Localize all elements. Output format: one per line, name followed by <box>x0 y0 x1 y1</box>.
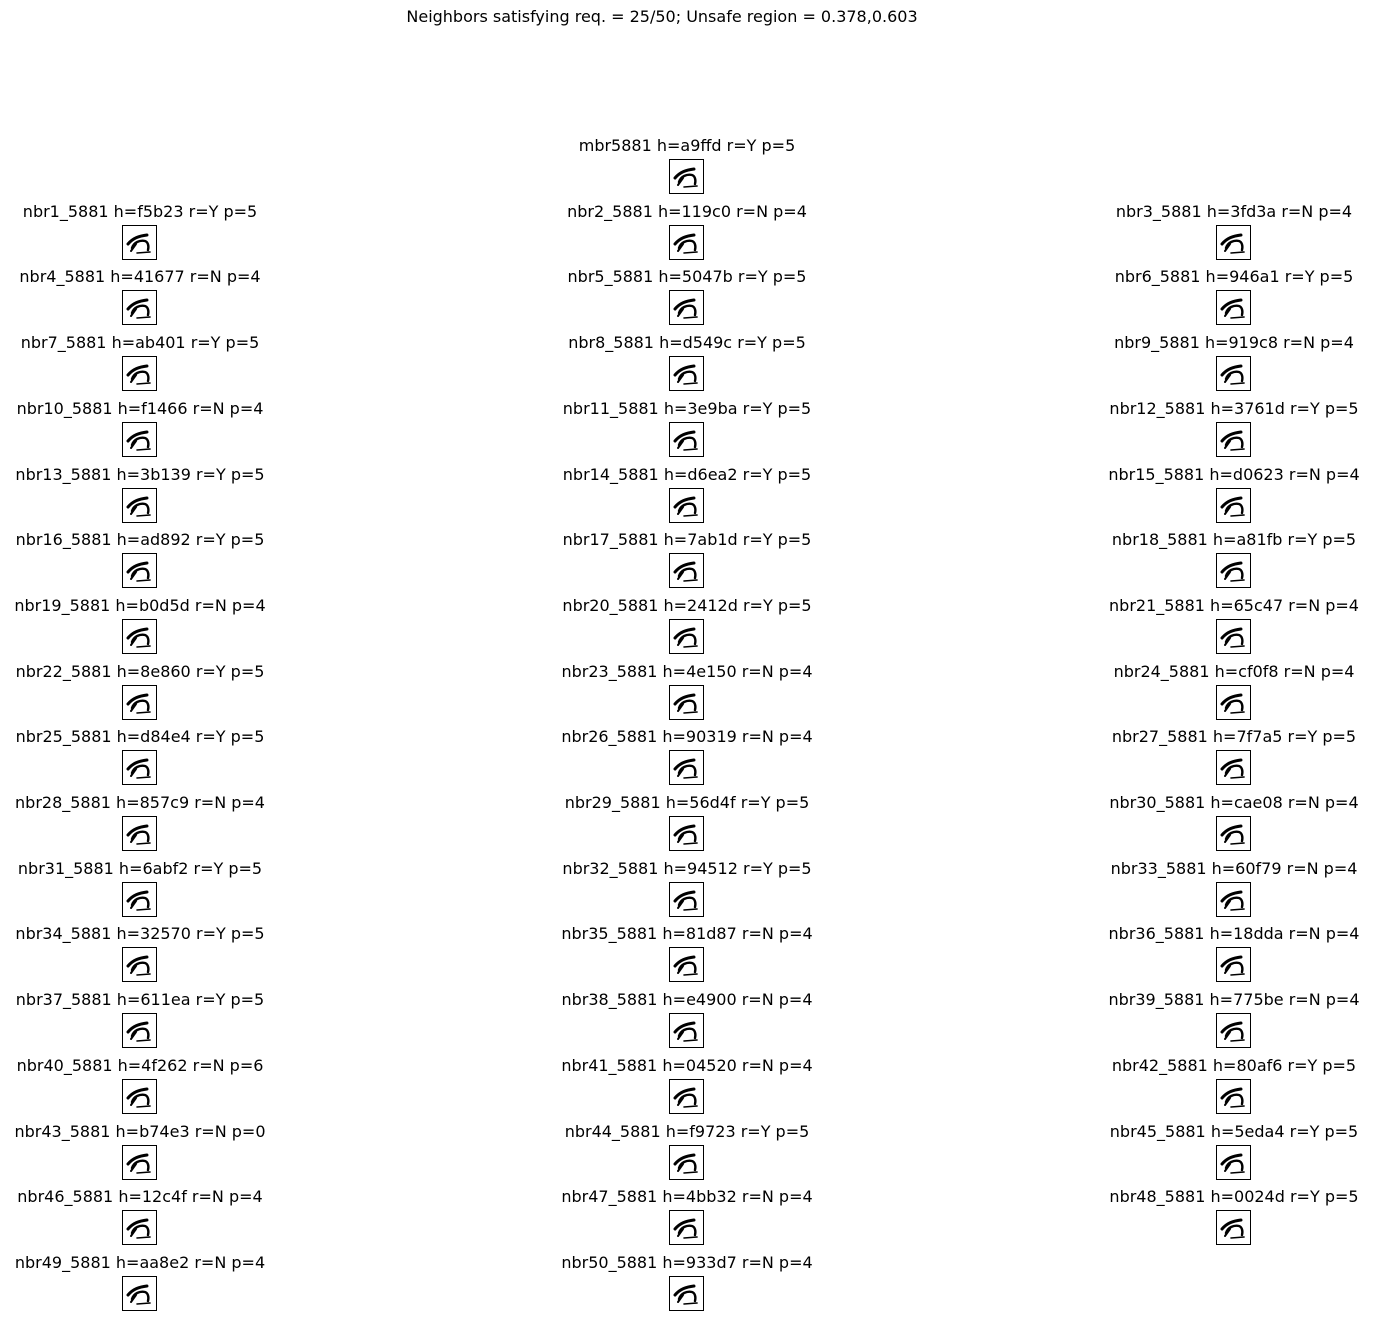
neighbor-sample-image <box>1216 225 1251 260</box>
digit-glyph <box>1217 1080 1250 1113</box>
digit-glyph <box>1217 489 1250 522</box>
neighbor-sample-image <box>669 553 704 588</box>
digit-glyph <box>123 948 156 981</box>
neighbor-sample-label: nbr20_5881 h=2412d r=Y p=5 <box>562 596 812 615</box>
neighbor-sample-label: nbr44_5881 h=f9723 r=Y p=5 <box>564 1122 810 1141</box>
neighbor-sample-label: nbr50_5881 h=933d7 r=N p=4 <box>561 1253 813 1272</box>
digit-glyph <box>1217 948 1250 981</box>
digit-glyph <box>670 226 703 259</box>
neighbor-sample <box>0 266 340 330</box>
neighbor-sample-label: nbr37_5881 h=611ea r=Y p=5 <box>15 990 265 1009</box>
neighbor-sample-image <box>1216 553 1251 588</box>
neighbor-sample-image <box>1216 947 1251 982</box>
neighbor-sample-image <box>669 1276 704 1311</box>
neighbor-sample-label: nbr6_5881 h=946a1 r=Y p=5 <box>1114 267 1354 286</box>
neighbor-sample-label: nbr8_5881 h=d549c r=Y p=5 <box>568 333 806 352</box>
digit-glyph <box>670 554 703 587</box>
neighbor-sample-image <box>669 685 704 720</box>
neighbor-sample-label: nbr47_5881 h=4bb32 r=N p=4 <box>561 1187 813 1206</box>
neighbor-sample-label: nbr22_5881 h=8e860 r=Y p=5 <box>15 662 265 681</box>
neighbor-sample <box>487 201 887 265</box>
neighbor-sample <box>1034 726 1374 790</box>
neighbor-sample-image <box>669 1079 704 1114</box>
neighbor-sample-label: nbr41_5881 h=04520 r=N p=4 <box>561 1056 813 1075</box>
neighbor-sample <box>1034 398 1374 462</box>
neighbor-sample <box>487 266 887 330</box>
main-sample <box>487 135 887 199</box>
digit-glyph <box>1217 357 1250 390</box>
neighbor-sample <box>0 792 340 856</box>
digit-glyph <box>1217 1146 1250 1179</box>
neighbor-sample <box>487 1055 887 1119</box>
neighbor-sample <box>0 858 340 922</box>
digit-glyph <box>123 1014 156 1047</box>
neighbor-sample-image <box>122 488 157 523</box>
neighbor-sample-image <box>1216 290 1251 325</box>
digit-glyph <box>670 1211 703 1244</box>
neighbor-sample <box>487 332 887 396</box>
digit-glyph <box>1217 817 1250 850</box>
neighbor-sample-image <box>669 750 704 785</box>
neighbor-sample-label: nbr31_5881 h=6abf2 r=Y p=5 <box>17 859 263 878</box>
digit-glyph <box>123 620 156 653</box>
digit-glyph <box>123 1146 156 1179</box>
neighbor-sample-image <box>122 422 157 457</box>
neighbor-sample <box>1034 332 1374 396</box>
neighbor-sample <box>487 1186 887 1250</box>
neighbor-sample-label: nbr42_5881 h=80af6 r=Y p=5 <box>1111 1056 1357 1075</box>
neighbor-sample <box>1034 1186 1374 1250</box>
neighbor-sample-image <box>1216 422 1251 457</box>
neighbor-sample-label: nbr16_5881 h=ad892 r=Y p=5 <box>15 530 265 549</box>
neighbor-sample-image <box>1216 750 1251 785</box>
neighbor-sample-label: nbr49_5881 h=aa8e2 r=N p=4 <box>14 1253 266 1272</box>
neighbor-sample-label: nbr43_5881 h=b74e3 r=N p=0 <box>14 1122 266 1141</box>
neighbor-sample-image <box>1216 1079 1251 1114</box>
neighbor-sample-image <box>122 1210 157 1245</box>
digit-glyph <box>670 160 703 193</box>
neighbor-sample <box>1034 1055 1374 1119</box>
digit-glyph <box>1217 620 1250 653</box>
neighbor-sample-label: nbr26_5881 h=90319 r=N p=4 <box>561 727 813 746</box>
digit-glyph <box>670 948 703 981</box>
neighbor-sample-label: nbr48_5881 h=0024d r=Y p=5 <box>1109 1187 1359 1206</box>
neighbor-sample <box>1034 201 1374 265</box>
neighbor-sample <box>0 464 340 528</box>
neighbor-sample-label: nbr9_5881 h=919c8 r=N p=4 <box>1114 333 1354 352</box>
neighbor-sample-image <box>1216 882 1251 917</box>
neighbor-sample-image <box>1216 356 1251 391</box>
neighbor-sample-image <box>122 290 157 325</box>
neighbor-sample <box>0 1186 340 1250</box>
neighbor-sample-image <box>122 553 157 588</box>
neighbor-sample-image <box>122 356 157 391</box>
digit-glyph <box>1217 1211 1250 1244</box>
digit-glyph <box>123 1080 156 1113</box>
main-sample-label: mbr5881 h=a9ffd r=Y p=5 <box>578 136 796 155</box>
neighbor-sample <box>1034 464 1374 528</box>
neighbor-sample-label: nbr4_5881 h=41677 r=N p=4 <box>19 267 261 286</box>
neighbor-sample-image <box>122 816 157 851</box>
neighbor-sample-label: nbr35_5881 h=81d87 r=N p=4 <box>561 924 813 943</box>
digit-glyph <box>670 1277 703 1310</box>
digit-glyph <box>123 226 156 259</box>
digit-glyph <box>1217 423 1250 456</box>
neighbor-sample-label: nbr40_5881 h=4f262 r=N p=6 <box>16 1056 264 1075</box>
neighbor-sample-image <box>669 422 704 457</box>
main-sample-image <box>669 159 704 194</box>
neighbor-sample-image <box>122 225 157 260</box>
neighbor-sample-image <box>669 356 704 391</box>
digit-glyph <box>1217 686 1250 719</box>
neighbor-sample-label: nbr27_5881 h=7f7a5 r=Y p=5 <box>1111 727 1357 746</box>
digit-glyph <box>670 423 703 456</box>
neighbor-sample-label: nbr2_5881 h=119c0 r=N p=4 <box>567 202 807 221</box>
digit-glyph <box>123 751 156 784</box>
neighbor-sample-image <box>122 619 157 654</box>
neighbor-sample-image <box>669 1210 704 1245</box>
neighbor-sample <box>487 464 887 528</box>
digit-glyph <box>1217 226 1250 259</box>
neighbor-sample-image <box>669 619 704 654</box>
neighbor-sample <box>1034 858 1374 922</box>
neighbor-sample-label: nbr5_5881 h=5047b r=Y p=5 <box>567 267 807 286</box>
neighbor-sample-label: nbr21_5881 h=65c47 r=N p=4 <box>1109 596 1359 615</box>
digit-glyph <box>1217 1014 1250 1047</box>
neighbor-sample-label: nbr39_5881 h=775be r=N p=4 <box>1108 990 1360 1009</box>
neighbor-sample-image <box>122 947 157 982</box>
digit-glyph <box>670 817 703 850</box>
digit-glyph <box>670 686 703 719</box>
neighbor-sample-label: nbr17_5881 h=7ab1d r=Y p=5 <box>562 530 812 549</box>
neighbor-sample-image <box>1216 1210 1251 1245</box>
neighbor-sample <box>1034 529 1374 593</box>
digit-glyph <box>670 751 703 784</box>
neighbor-sample-image <box>669 488 704 523</box>
neighbor-sample-label: nbr23_5881 h=4e150 r=N p=4 <box>561 662 813 681</box>
digit-glyph <box>123 883 156 916</box>
neighbor-sample-image <box>122 1145 157 1180</box>
neighbor-sample-label: nbr46_5881 h=12c4f r=N p=4 <box>17 1187 263 1206</box>
neighbor-sample-image <box>1216 1013 1251 1048</box>
neighbor-sample <box>487 923 887 987</box>
neighbor-sample <box>487 858 887 922</box>
neighbor-sample <box>0 923 340 987</box>
neighbor-sample-image <box>1216 619 1251 654</box>
neighbor-sample-label: nbr18_5881 h=a81fb r=Y p=5 <box>1111 530 1357 549</box>
digit-glyph <box>1217 554 1250 587</box>
neighbor-sample <box>1034 266 1374 330</box>
neighbor-sample-label: nbr29_5881 h=56d4f r=Y p=5 <box>564 793 810 812</box>
neighbor-sample-label: nbr32_5881 h=94512 r=Y p=5 <box>562 859 812 878</box>
neighbor-sample-label: nbr38_5881 h=e4900 r=N p=4 <box>561 990 813 1009</box>
neighbor-sample <box>0 529 340 593</box>
neighbor-sample-image <box>669 225 704 260</box>
neighbor-sample-label: nbr7_5881 h=ab401 r=Y p=5 <box>20 333 260 352</box>
neighbor-sample-label: nbr15_5881 h=d0623 r=N p=4 <box>1108 465 1360 484</box>
digit-glyph <box>670 1014 703 1047</box>
digit-glyph <box>123 1277 156 1310</box>
neighbor-sample <box>1034 661 1374 725</box>
neighbor-sample-label: nbr3_5881 h=3fd3a r=N p=4 <box>1115 202 1353 221</box>
neighbor-sample <box>1034 792 1374 856</box>
neighbor-sample-image <box>1216 685 1251 720</box>
neighbor-sample <box>0 989 340 1053</box>
neighbor-sample-label: nbr14_5881 h=d6ea2 r=Y p=5 <box>562 465 812 484</box>
neighbor-sample <box>487 661 887 725</box>
neighbor-sample <box>487 398 887 462</box>
digit-glyph <box>1217 291 1250 324</box>
neighbor-sample <box>1034 923 1374 987</box>
neighbor-sample-image <box>669 816 704 851</box>
neighbor-sample <box>487 726 887 790</box>
neighbor-sample-image <box>122 685 157 720</box>
neighbor-sample-image <box>122 1276 157 1311</box>
neighbor-sample-image <box>669 1013 704 1048</box>
neighbor-sample-label: nbr1_5881 h=f5b23 r=Y p=5 <box>22 202 258 221</box>
neighbor-sample <box>1034 1121 1374 1185</box>
neighbor-sample-image <box>122 750 157 785</box>
digit-glyph <box>123 291 156 324</box>
neighbor-sample-image <box>669 290 704 325</box>
neighbor-sample-label: nbr33_5881 h=60f79 r=N p=4 <box>1110 859 1358 878</box>
neighbor-sample-image <box>1216 488 1251 523</box>
digit-glyph <box>670 883 703 916</box>
digit-glyph <box>670 1146 703 1179</box>
neighbor-sample <box>0 661 340 725</box>
digit-glyph <box>123 817 156 850</box>
neighbor-sample-label: nbr24_5881 h=cf0f8 r=N p=4 <box>1113 662 1355 681</box>
neighbor-sample-label: nbr28_5881 h=857c9 r=N p=4 <box>15 793 265 812</box>
neighbor-sample <box>1034 989 1374 1053</box>
neighbor-sample-image <box>1216 816 1251 851</box>
neighbor-sample <box>0 201 340 265</box>
neighbor-sample <box>0 1121 340 1185</box>
neighbor-sample <box>487 792 887 856</box>
digit-glyph <box>1217 751 1250 784</box>
digit-glyph <box>670 1080 703 1113</box>
neighbor-sample-label: nbr34_5881 h=32570 r=Y p=5 <box>15 924 265 943</box>
neighbor-sample <box>487 529 887 593</box>
neighbor-sample-label: nbr12_5881 h=3761d r=Y p=5 <box>1109 399 1359 418</box>
neighbor-sample <box>487 595 887 659</box>
neighbor-sample-label: nbr13_5881 h=3b139 r=Y p=5 <box>15 465 265 484</box>
neighbor-sample <box>0 595 340 659</box>
neighbor-sample <box>0 398 340 462</box>
neighbor-sample-label: nbr25_5881 h=d84e4 r=Y p=5 <box>15 727 265 746</box>
digit-glyph <box>123 489 156 522</box>
figure-title: Neighbors satisfying req. = 25/50; Unsafe region = 0.378,0.603 <box>406 7 918 26</box>
neighbor-sample-label: nbr36_5881 h=18dda r=N p=4 <box>1108 924 1360 943</box>
neighbor-sample-image <box>122 1079 157 1114</box>
neighbor-sample-label: nbr30_5881 h=cae08 r=N p=4 <box>1109 793 1359 812</box>
neighbor-sample-image <box>1216 1145 1251 1180</box>
neighbor-sample-image <box>122 1013 157 1048</box>
neighbor-sample-image <box>669 947 704 982</box>
neighbor-sample <box>0 332 340 396</box>
neighbor-sample <box>1034 595 1374 659</box>
digit-glyph <box>1217 883 1250 916</box>
neighbor-sample <box>487 1121 887 1185</box>
digit-glyph <box>670 489 703 522</box>
neighbor-sample-label: nbr10_5881 h=f1466 r=N p=4 <box>16 399 264 418</box>
neighbor-sample-label: nbr45_5881 h=5eda4 r=Y p=5 <box>1109 1122 1359 1141</box>
neighbor-sample <box>487 1252 887 1316</box>
digit-glyph <box>123 1211 156 1244</box>
digit-glyph <box>670 620 703 653</box>
neighbor-sample-image <box>669 882 704 917</box>
digit-glyph <box>123 686 156 719</box>
digit-glyph <box>123 554 156 587</box>
neighbor-sample <box>0 1252 340 1316</box>
neighbor-sample <box>487 989 887 1053</box>
neighbor-sample-image <box>669 1145 704 1180</box>
digit-glyph <box>670 291 703 324</box>
digit-glyph <box>670 357 703 390</box>
digit-glyph <box>123 423 156 456</box>
neighbor-sample <box>0 726 340 790</box>
neighbor-sample-image <box>122 882 157 917</box>
digit-glyph <box>123 357 156 390</box>
neighbor-sample-label: nbr11_5881 h=3e9ba r=Y p=5 <box>562 399 812 418</box>
neighbor-sample <box>0 1055 340 1119</box>
neighbor-sample-label: nbr19_5881 h=b0d5d r=N p=4 <box>14 596 266 615</box>
